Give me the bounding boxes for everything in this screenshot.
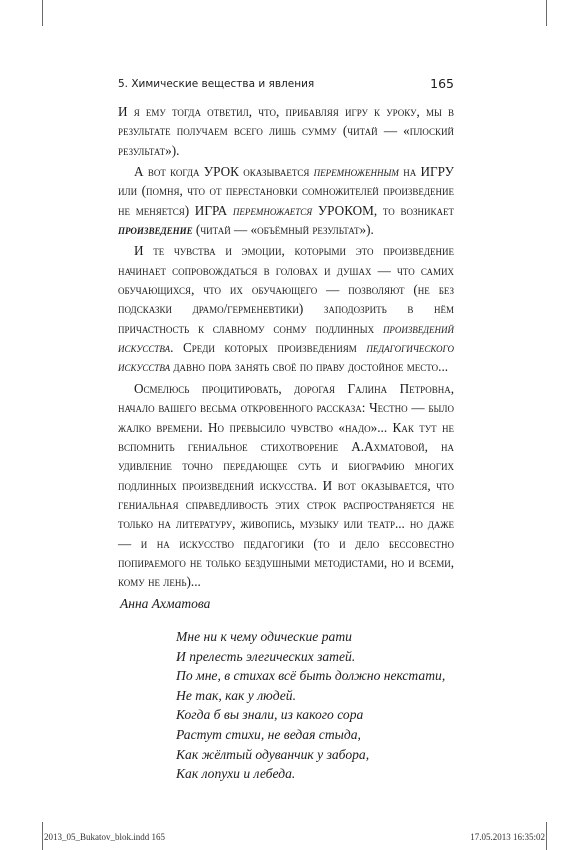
p2-text-3: оказывается	[238, 164, 314, 180]
page-number: 165	[430, 76, 454, 91]
poem-line: Мне ни к чему одические рати	[176, 629, 352, 644]
paragraph-1	[118, 102, 454, 160]
poem-line: Не так, как у людей.	[176, 687, 296, 703]
paragraph-3	[118, 241, 454, 376]
paragraph-1-text: И я ему тогда ответил, что, прибавляя игру к уроку, мы в результате получаем всего лишь сумму (читай — «плоский результат»).	[118, 104, 454, 158]
print-slug	[0, 832, 573, 844]
crop-mark-top-right	[546, 0, 547, 26]
p3-italic-works-of-art: произведений искусства	[118, 320, 454, 356]
p2-italic-multiplied: перемноженным	[313, 164, 399, 180]
crop-mark-top-left	[42, 0, 43, 26]
p3-italic-pedagogical-art: педагогического искусства	[118, 340, 454, 375]
poem-line: И прелесть элегических затей.	[176, 648, 356, 664]
slug-datetime: 17.05.2013 16:35:02	[470, 832, 545, 842]
p2-word-urok: УРОК	[203, 164, 239, 180]
p2-word-igru: ИГРУ	[420, 164, 455, 180]
p2-word-igra: ИГРА	[194, 202, 228, 218]
p4-text-1: Осмелюсь процитировать, дорогая Галина Петровна, начало вашего весьма откровенного рассказа: Честно — было жалко времени. Но превысило чувство «надо»... Как тут не вспомнить гениальное стихотворение А.Ахматовой, на удивление точно передающее суть и биографию многих подлинных произведений искусства. И вот оказывается, что гениальная справедливость этих строк распространяется не только на литературу, живопись, музыку или театр... но даже — и на искусство педагогики (то и дело бессовестно попираемого не только бездушными методистами, но и всеми, кому не лень)...	[118, 380, 455, 590]
p3-text-1: И те чувства и эмоции, которыми это произведение начинает сопровождаться в головах и душах — что самих обучающихся, что их обучающего — позволяют (не без подсказки драмо/герменевтики) заподозрить в нём причастность к славному сонму подлинных	[118, 243, 454, 336]
poem-line: Как лопухи и лебеда.	[176, 766, 296, 782]
poem	[176, 627, 445, 784]
chapter-title: 5. Химические вещества и явления	[118, 78, 315, 90]
p2-text-5: на	[398, 164, 421, 180]
paragraph-4	[118, 379, 454, 592]
p2-text-1: А вот когда	[134, 164, 204, 180]
poem-line: Растут стихи, не ведая стыда,	[176, 726, 361, 742]
poem-line: Как жёлтый одуванчик у забора,	[176, 746, 370, 762]
slug-filename: 2013_05_Bukatov_blok.indd 165	[44, 832, 165, 842]
p3-text-5: давно пора занять своё по праву достойное место...	[170, 359, 449, 375]
p2-text-13: (читай — «объёмный результат»).	[192, 222, 374, 238]
poem-author: Анна Ахматова	[120, 596, 211, 611]
running-head	[118, 76, 454, 94]
p2-bold-italic-product: произведение	[118, 222, 193, 238]
body-text	[118, 102, 454, 594]
paragraph-2	[118, 162, 454, 239]
poem-line: По мне, в стихах всё быть должно некстати,	[176, 668, 446, 684]
p2-italic-multiplies: перемножается	[232, 202, 313, 218]
p2-text-11: УРОКОМ, то возникает	[312, 202, 454, 218]
poem-line: Когда б вы знали, из какого сора	[176, 707, 364, 723]
p2-text-7: или (помня, что от перестановки сомножителей произведение не меняется)	[118, 183, 454, 218]
p3-text-3: . Среди которых произведениям	[170, 340, 367, 356]
